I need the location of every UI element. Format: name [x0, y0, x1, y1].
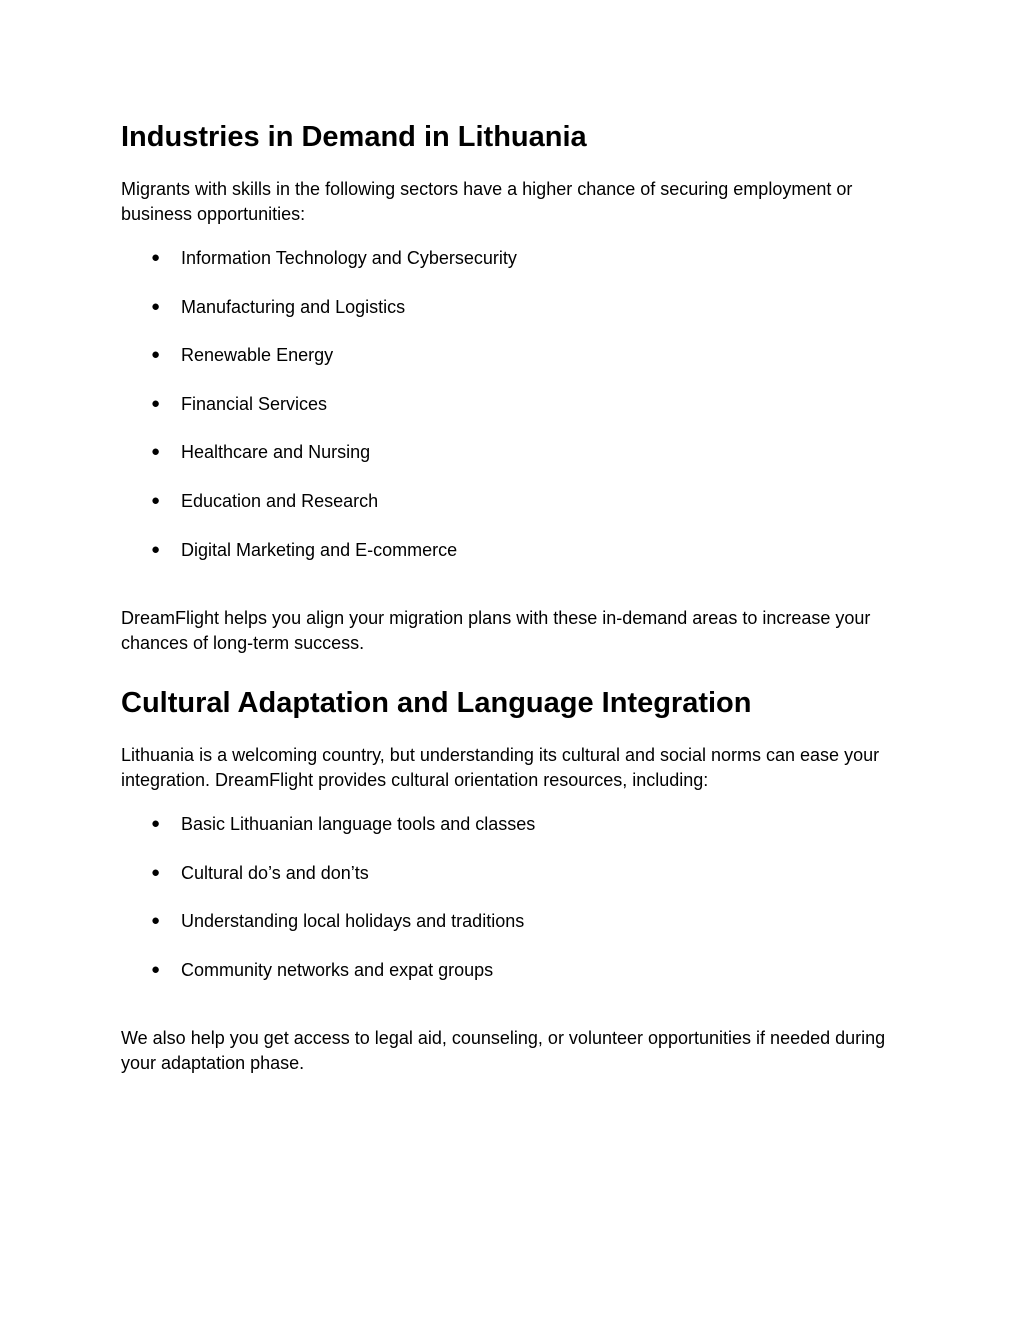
list-item-text: Basic Lithuanian language tools and classes — [181, 814, 536, 834]
list-item-text: Digital Marketing and E-commerce — [181, 539, 458, 560]
list-item-text: Information Technology and Cybersecurity — [181, 248, 517, 268]
bullet-icon: ● — [151, 491, 161, 509]
list-item — [121, 910, 911, 959]
bullet-icon: ● — [151, 960, 161, 978]
bullet-icon: ● — [151, 912, 161, 930]
industries-intro-paragraph: Migrants with skills in the following sectors have a higher chance of securing employment or business opportunities: — [121, 179, 853, 224]
list-item — [121, 393, 911, 442]
bullet-icon: ● — [151, 297, 161, 315]
list-item-text: Education and Research — [181, 490, 379, 511]
section-heading-industries: Industries in Demand in Lithuania — [121, 121, 587, 153]
list-item — [121, 813, 911, 862]
list-item — [121, 539, 911, 588]
list-item — [121, 959, 911, 1008]
list-item-text: Understanding local holidays and traditions — [181, 911, 525, 932]
list-item — [121, 862, 911, 911]
list-item-text: Financial Services — [181, 393, 328, 414]
list-item — [121, 490, 911, 539]
cultural-outro-paragraph: We also help you get access to legal aid, counseling, or volunteer opportunities if needed during your adaptation phase. — [121, 1028, 886, 1073]
list-item — [121, 247, 911, 296]
bullet-icon: ● — [151, 249, 161, 266]
list-item — [121, 344, 911, 393]
cultural-intro-paragraph: Lithuania is a welcoming country, but understanding its cultural and social norms can ease your integration. DreamFlight provides cultural orientation resources, including: — [121, 745, 880, 790]
list-item — [121, 296, 911, 345]
bullet-icon: ● — [151, 346, 161, 364]
bullet-icon: ● — [151, 540, 161, 558]
industries-outro-paragraph: DreamFlight helps you align your migration plans with these in-demand areas to increase your chances of long-term success. — [121, 608, 871, 653]
bullet-icon: ● — [151, 863, 161, 881]
list-item-text: Healthcare and Nursing — [181, 442, 371, 463]
bullet-icon: ● — [151, 443, 161, 461]
list-item — [121, 441, 911, 490]
bullet-icon: ● — [151, 815, 161, 832]
list-item-text: Community networks and expat groups — [181, 959, 494, 980]
section-heading-cultural-adaptation: Cultural Adaptation and Language Integration — [121, 687, 752, 719]
industries-list — [121, 247, 911, 587]
bullet-icon: ● — [151, 394, 161, 412]
list-item-text: Renewable Energy — [181, 345, 334, 366]
list-item-text: Manufacturing and Logistics — [181, 296, 406, 317]
list-item-text: Cultural do’s and don’ts — [181, 862, 369, 883]
cultural-list — [121, 813, 911, 1007]
